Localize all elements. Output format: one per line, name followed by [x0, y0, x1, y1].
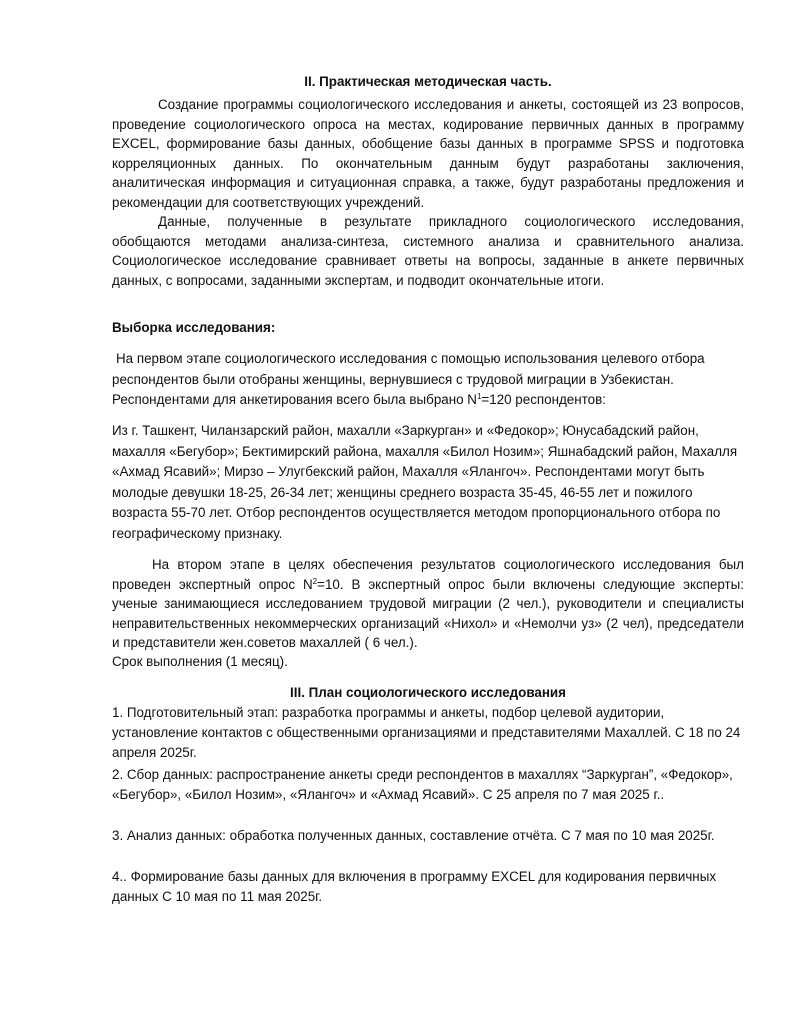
plan-item-3: 3. Анализ данных: обработка полученных данных, составление отчёта. С 7 мая по 10 мая 2025г. [112, 828, 715, 843]
section2-paragraph-2: Данные, полученные в результате прикладного социологического исследования, обобщаются методами анализа-синтеза, системного анализа и сравнительного анализа. Социологическое исследование сравнивает ответы на вопросы, заданные в анкете первичных данных, с вопросами, заданными экспертам, и подводит окончательные итоги. [112, 214, 744, 288]
duration-line: Срок выполнения (1 месяц). [112, 654, 288, 669]
plan-item-1: 1. Подготовительный этап: разработка программы и анкеты, подбор целевой аудитории, установление контактов с общественными организациями и представителями Махаллей. С 18 по 24 апреля 2025г. [112, 705, 741, 760]
sample-locations-paragraph: Из г. Ташкент, Чиланзарский район, махалли «Заркурган» и «Федокор»; Юнусабадский район, махалля «Бегубор»; Бектимирский района, махалля «Билол Нозим»; Яшнабадский район, Махалля «Ахмад Ясавий»; Мирзо – Улугбекский район, Махалля «Ялангоч». Респондентами могут быть молодые девушки 18-25, 26-34 лет; женщины среднего возраста 35-45, 46-55 лет и пожилого возраста 55-70 лет. Отбор респондентов осуществляется методом пропорционального отбора по географическому признаку. [112, 423, 738, 541]
sample-stage2-paragraph [112, 555, 744, 653]
sample-heading: Выборка исследования: [112, 320, 276, 335]
document-page [112, 0, 744, 1035]
sample-stage1-superscript: 1 [476, 392, 482, 401]
section3-title: III. План социологического исследования [290, 685, 566, 700]
sample-stage1-text: На первом этапе социологического исследования с помощью использования целевого отбора респондентов были отобраны женщины, вернувшиеся с трудовой миграции в Узбекистан. Респондентами для анкетирования всего была выбрано N [112, 351, 705, 407]
sample-stage2-details: =10. В экспертный опрос были включены следующие эксперты: ученые занимающиеся исследованием трудовой миграции (2 чел.), руководители и специалисты неправительственных некоммерческих организаций «Нихол» и «Немолчи уз» (2 чел), председатели и представители жен.советов махаллей ( 6 чел.). [112, 576, 744, 651]
plan-item-4: 4.. Формирование базы данных для включения в программу EXCEL для кодирования первичных данных С 10 мая по 11 мая 2025г. [112, 869, 717, 904]
sample-stage1-paragraph [112, 349, 744, 411]
plan-item-2: 2. Сбор данных: распространение анкеты среди респондентов в махаллях “Заркурган”, «Федокор», «Бегубор», «Билол Нозим», «Ялангоч» и «Ахмад Ясавий». С 25 апреля по 7 мая 2025 г.. [112, 767, 733, 802]
section2-paragraph-1: Создание программы социологического исследования и анкеты, состоящей из 23 вопросов, проведение социологического опроса на местах, кодирование первичных данных в программу EXCEL, формирование базы данных, обобщение базы данных в программе SPSS и подготовка корреляционных данных. По окончательным данным будут разработаны заключения, аналитическая информация и ситуационная справка, а также, будут разработаны предложения и рекомендации для соответствующих учреждений. [112, 97, 744, 210]
sample-stage1-count: =120 респондентов: [481, 392, 606, 407]
section2-title: II. Практическая методическая часть. [304, 74, 552, 89]
sample-stage2-text: На втором этапе в целях обеспечения результатов социологического исследования был проведен экспертный опрос N [112, 557, 744, 592]
sample-stage2-superscript: 2 [312, 576, 318, 586]
